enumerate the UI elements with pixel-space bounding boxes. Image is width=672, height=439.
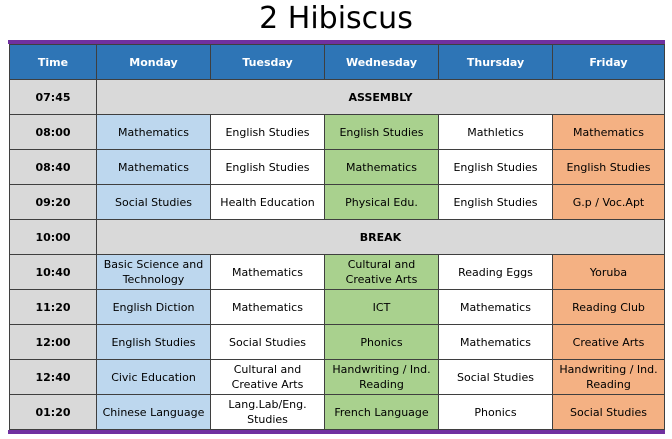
time-cell: 11:20	[10, 290, 97, 325]
subject-cell: Reading Eggs	[439, 255, 553, 290]
subject-cell: Creative Arts	[553, 325, 665, 360]
header-tuesday: Tuesday	[211, 45, 325, 80]
subject-cell: English Studies	[553, 150, 665, 185]
subject-cell: Social Studies	[439, 360, 553, 395]
subject-cell: English Studies	[439, 150, 553, 185]
time-cell: 10:40	[10, 255, 97, 290]
time-cell: 08:00	[10, 115, 97, 150]
subject-cell: Yoruba	[553, 255, 665, 290]
table-row	[10, 325, 665, 360]
header-friday: Friday	[553, 45, 665, 80]
subject-cell: Mathematics	[325, 150, 439, 185]
table-row	[10, 360, 665, 395]
subject-cell: English Studies	[325, 115, 439, 150]
subject-cell: Civic Education	[97, 360, 211, 395]
subject-cell: Chinese Language	[97, 395, 211, 430]
subject-cell: Basic Science and Technology	[97, 255, 211, 290]
subject-cell: Mathematics	[439, 290, 553, 325]
subject-cell: Mathematics	[439, 325, 553, 360]
subject-cell: Handwriting / Ind. Reading	[325, 360, 439, 395]
table-row	[10, 255, 665, 290]
assembly-cell: ASSEMBLY	[97, 80, 665, 115]
subject-cell: Phonics	[325, 325, 439, 360]
subject-cell: Cultural and Creative Arts	[211, 360, 325, 395]
timetable-title: 2 Hibiscus	[259, 1, 413, 36]
subject-cell: Mathematics	[97, 115, 211, 150]
time-cell: 10:00	[10, 220, 97, 255]
subject-cell: English Diction	[97, 290, 211, 325]
timetable	[9, 44, 665, 430]
header-thursday: Thursday	[439, 45, 553, 80]
subject-cell: Social Studies	[97, 185, 211, 220]
subject-cell: Reading Club	[553, 290, 665, 325]
time-cell: 09:20	[10, 185, 97, 220]
subject-cell: Mathletics	[439, 115, 553, 150]
table-row	[10, 220, 665, 255]
subject-cell: French Language	[325, 395, 439, 430]
subject-cell: English Studies	[211, 115, 325, 150]
subject-cell: Lang.Lab/Eng. Studies	[211, 395, 325, 430]
header-monday: Monday	[97, 45, 211, 80]
subject-cell: Social Studies	[211, 325, 325, 360]
table-row	[10, 115, 665, 150]
table-row	[10, 80, 665, 115]
subject-cell: G.p / Voc.Apt	[553, 185, 665, 220]
header-row	[10, 45, 665, 80]
subject-cell: Social Studies	[553, 395, 665, 430]
bottom-divider	[8, 430, 665, 434]
subject-cell: ICT	[325, 290, 439, 325]
table-row	[10, 290, 665, 325]
table-row	[10, 185, 665, 220]
time-cell: 07:45	[10, 80, 97, 115]
subject-cell: Mathematics	[211, 290, 325, 325]
time-cell: 08:40	[10, 150, 97, 185]
subject-cell: Handwriting / Ind. Reading	[553, 360, 665, 395]
subject-cell: English Studies	[211, 150, 325, 185]
break-cell: BREAK	[97, 220, 665, 255]
subject-cell: Health Education	[211, 185, 325, 220]
subject-cell: English Studies	[439, 185, 553, 220]
header-time: Time	[10, 45, 97, 80]
time-cell: 01:20	[10, 395, 97, 430]
header-wednesday: Wednesday	[325, 45, 439, 80]
time-cell: 12:00	[10, 325, 97, 360]
subject-cell: Mathematics	[553, 115, 665, 150]
subject-cell: Cultural and Creative Arts	[325, 255, 439, 290]
table-row	[10, 395, 665, 430]
subject-cell: Physical Edu.	[325, 185, 439, 220]
time-cell: 12:40	[10, 360, 97, 395]
table-row	[10, 150, 665, 185]
subject-cell: Mathematics	[211, 255, 325, 290]
subject-cell: English Studies	[97, 325, 211, 360]
subject-cell: Mathematics	[97, 150, 211, 185]
subject-cell: Phonics	[439, 395, 553, 430]
